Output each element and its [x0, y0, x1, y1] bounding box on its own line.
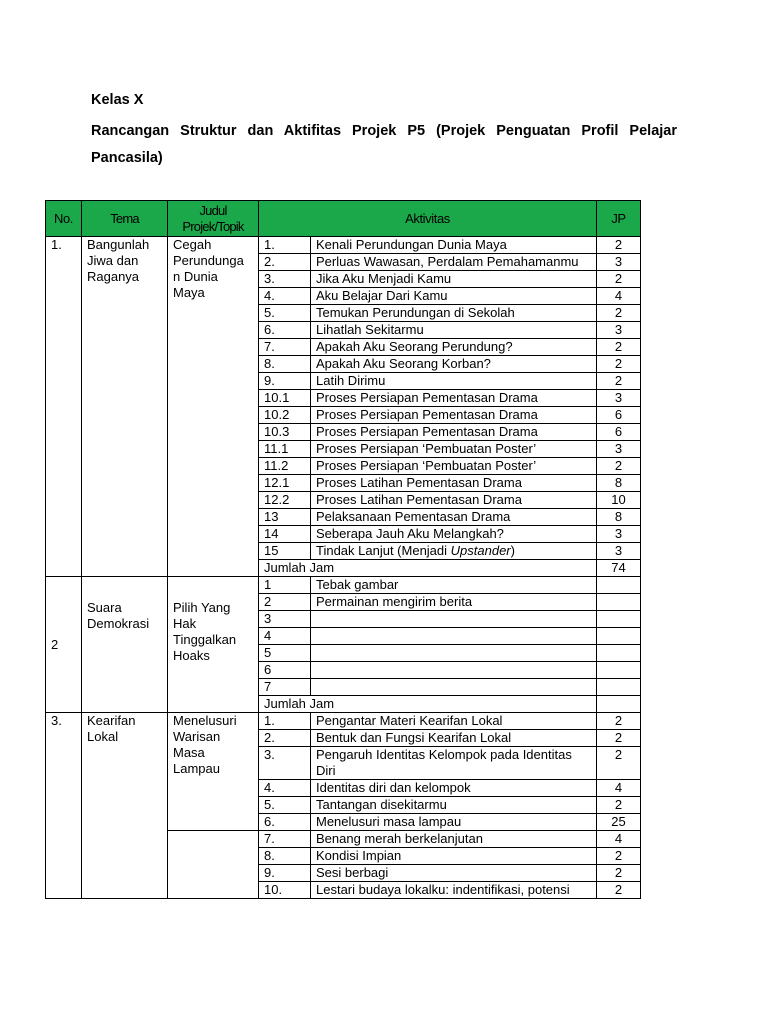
- activity-name: [311, 628, 597, 645]
- activity-number: 7.: [259, 339, 311, 356]
- activity-name: Sesi berbagi: [311, 865, 597, 882]
- activity-jp: [597, 679, 641, 696]
- activity-number: 8.: [259, 356, 311, 373]
- activity-number: 2.: [259, 254, 311, 271]
- activity-number: 1: [259, 577, 311, 594]
- activity-jp: 3: [597, 441, 641, 458]
- activity-number: 3.: [259, 747, 311, 780]
- empty-cell: [168, 560, 259, 577]
- activity-number: 7.: [259, 831, 311, 848]
- activity-jp: 2: [597, 747, 641, 780]
- activity-number: 12.2: [259, 492, 311, 509]
- activity-number: 12.1: [259, 475, 311, 492]
- activity-name: Proses Latihan Pementasan Drama: [311, 475, 597, 492]
- project-tema: Kearifan Lokal: [82, 713, 168, 899]
- activity-number: 13: [259, 509, 311, 526]
- activity-name: Kenali Perundungan Dunia Maya: [311, 237, 597, 254]
- activity-jp: 4: [597, 780, 641, 797]
- activity-name: Permainan mengirim berita: [311, 594, 597, 611]
- total-label: Jumlah Jam: [259, 560, 597, 577]
- table-row: [46, 237, 641, 254]
- activity-name: Latih Dirimu: [311, 373, 597, 390]
- activity-name: Pengaruh Identitas Kelompok pada Identitas Diri: [311, 747, 597, 780]
- activity-jp: [597, 594, 641, 611]
- activity-jp: 2: [597, 713, 641, 730]
- document-title: Rancangan Struktur dan Aktifitas Projek P5 (Projek Penguatan Profil Pelajar Pancasila): [91, 123, 677, 166]
- activity-name: Perluas Wawasan, Perdalam Pemahamanmu: [311, 254, 597, 271]
- header-no: No.: [46, 201, 82, 237]
- activity-name: Lihatlah Sekitarmu: [311, 322, 597, 339]
- activity-jp: 2: [597, 797, 641, 814]
- activity-number: 10.1: [259, 390, 311, 407]
- activity-name: Proses Persiapan ‘Pembuatan Poster’: [311, 458, 597, 475]
- activity-jp: 2: [597, 865, 641, 882]
- table-row: [46, 577, 641, 594]
- activity-name: Apakah Aku Seorang Korban?: [311, 356, 597, 373]
- header-tema: Tema: [82, 201, 168, 237]
- activity-number: 5.: [259, 305, 311, 322]
- empty-cell: [168, 831, 259, 899]
- activity-jp: 10: [597, 492, 641, 509]
- activity-number: 14: [259, 526, 311, 543]
- activity-name: Proses Latihan Pementasan Drama: [311, 492, 597, 509]
- activity-name: [311, 679, 597, 696]
- activity-number: 15: [259, 543, 311, 560]
- activity-name: Temukan Perundungan di Sekolah: [311, 305, 597, 322]
- activity-name: Proses Persiapan Pementasan Drama: [311, 407, 597, 424]
- activity-number: 4.: [259, 288, 311, 305]
- activity-jp: [597, 628, 641, 645]
- activity-number: 6: [259, 662, 311, 679]
- activity-name: Aku Belajar Dari Kamu: [311, 288, 597, 305]
- activity-number: 3.: [259, 271, 311, 288]
- activity-jp: [597, 645, 641, 662]
- activity-name: Pelaksanaan Pementasan Drama: [311, 509, 597, 526]
- total-jp: 74: [597, 560, 641, 577]
- activity-name: Kondisi Impian: [311, 848, 597, 865]
- class-heading: Kelas X: [91, 92, 144, 108]
- project-judul: Menelusuri Warisan Masa Lampau: [168, 713, 259, 831]
- activity-name: Tantangan disekitarmu: [311, 797, 597, 814]
- project-tema: Bangunlah Jiwa dan Raganya: [82, 237, 168, 577]
- activity-jp: 2: [597, 271, 641, 288]
- activity-jp: 2: [597, 305, 641, 322]
- activity-name: Proses Persiapan ‘Pembuatan Poster’: [311, 441, 597, 458]
- activity-name: Tindak Lanjut (Menjadi Upstander): [311, 543, 597, 560]
- activity-jp: 2: [597, 848, 641, 865]
- activity-number: 6.: [259, 814, 311, 831]
- activity-number: 3: [259, 611, 311, 628]
- activity-number: 1.: [259, 713, 311, 730]
- project-judul: Cegah Perundunga n Dunia Maya: [168, 237, 259, 560]
- project-table: [45, 200, 641, 899]
- activity-number: 4.: [259, 780, 311, 797]
- activity-number: 8.: [259, 848, 311, 865]
- activity-number: 6.: [259, 322, 311, 339]
- activity-name: [311, 662, 597, 679]
- project-no: 3.: [46, 713, 82, 899]
- activity-name: Bentuk dan Fungsi Kearifan Lokal: [311, 730, 597, 747]
- header-jp: JP: [597, 201, 641, 237]
- activity-jp: 8: [597, 475, 641, 492]
- activity-number: 9.: [259, 865, 311, 882]
- activity-number: 10.2: [259, 407, 311, 424]
- activity-jp: 2: [597, 458, 641, 475]
- activity-jp: 3: [597, 526, 641, 543]
- activity-name: Seberapa Jauh Aku Melangkah?: [311, 526, 597, 543]
- activity-number: 10.3: [259, 424, 311, 441]
- activity-jp: 6: [597, 424, 641, 441]
- activity-jp: 2: [597, 339, 641, 356]
- activity-jp: 3: [597, 322, 641, 339]
- activity-number: 2: [259, 594, 311, 611]
- activity-name: Benang merah berkelanjutan: [311, 831, 597, 848]
- activity-number: 10.: [259, 882, 311, 899]
- activity-number: 11.2: [259, 458, 311, 475]
- activity-jp: 2: [597, 882, 641, 899]
- activity-jp: 2: [597, 356, 641, 373]
- activity-name: [311, 611, 597, 628]
- project-judul: Pilih Yang Hak Tinggalkan Hoaks: [168, 577, 259, 696]
- activity-number: 5.: [259, 797, 311, 814]
- activity-name: Apakah Aku Seorang Perundung?: [311, 339, 597, 356]
- activity-jp: 6: [597, 407, 641, 424]
- activity-name: Tebak gambar: [311, 577, 597, 594]
- activity-jp: [597, 662, 641, 679]
- activity-jp: [597, 577, 641, 594]
- activity-jp: 4: [597, 831, 641, 848]
- activity-number: 11.1: [259, 441, 311, 458]
- activity-name: Pengantar Materi Kearifan Lokal: [311, 713, 597, 730]
- activity-name: Identitas diri dan kelompok: [311, 780, 597, 797]
- activity-name: Menelusuri masa lampau: [311, 814, 597, 831]
- activity-number: 9.: [259, 373, 311, 390]
- activity-number: 2.: [259, 730, 311, 747]
- activity-jp: 8: [597, 509, 641, 526]
- activity-name: [311, 645, 597, 662]
- project-no: 1.: [46, 237, 82, 577]
- activity-jp: 2: [597, 237, 641, 254]
- activity-jp: 3: [597, 543, 641, 560]
- activity-name: Lestari budaya lokalku: indentifikasi, potensi: [311, 882, 597, 899]
- activity-number: 4: [259, 628, 311, 645]
- header-aktivitas: Aktivitas: [259, 201, 597, 237]
- activity-jp: [597, 611, 641, 628]
- activity-name: Jika Aku Menjadi Kamu: [311, 271, 597, 288]
- activity-number: 1.: [259, 237, 311, 254]
- activity-jp: 3: [597, 254, 641, 271]
- activity-jp: 4: [597, 288, 641, 305]
- activity-jp: 2: [597, 730, 641, 747]
- total-label: Jumlah Jam: [259, 696, 597, 713]
- emphasis-text: Upstander: [450, 543, 511, 558]
- header-judul: Judul Projek/Topik: [168, 201, 259, 237]
- activity-number: 7: [259, 679, 311, 696]
- activity-name: Proses Persiapan Pementasan Drama: [311, 390, 597, 407]
- empty-cell: [168, 696, 259, 713]
- activity-name: Proses Persiapan Pementasan Drama: [311, 424, 597, 441]
- project-tema: Suara Demokrasi: [82, 577, 168, 713]
- total-jp: [597, 696, 641, 713]
- activity-number: 5: [259, 645, 311, 662]
- table-row: [46, 713, 641, 730]
- project-no: 2: [46, 577, 82, 713]
- activity-jp: 3: [597, 390, 641, 407]
- activity-jp: 2: [597, 373, 641, 390]
- activity-jp: 25: [597, 814, 641, 831]
